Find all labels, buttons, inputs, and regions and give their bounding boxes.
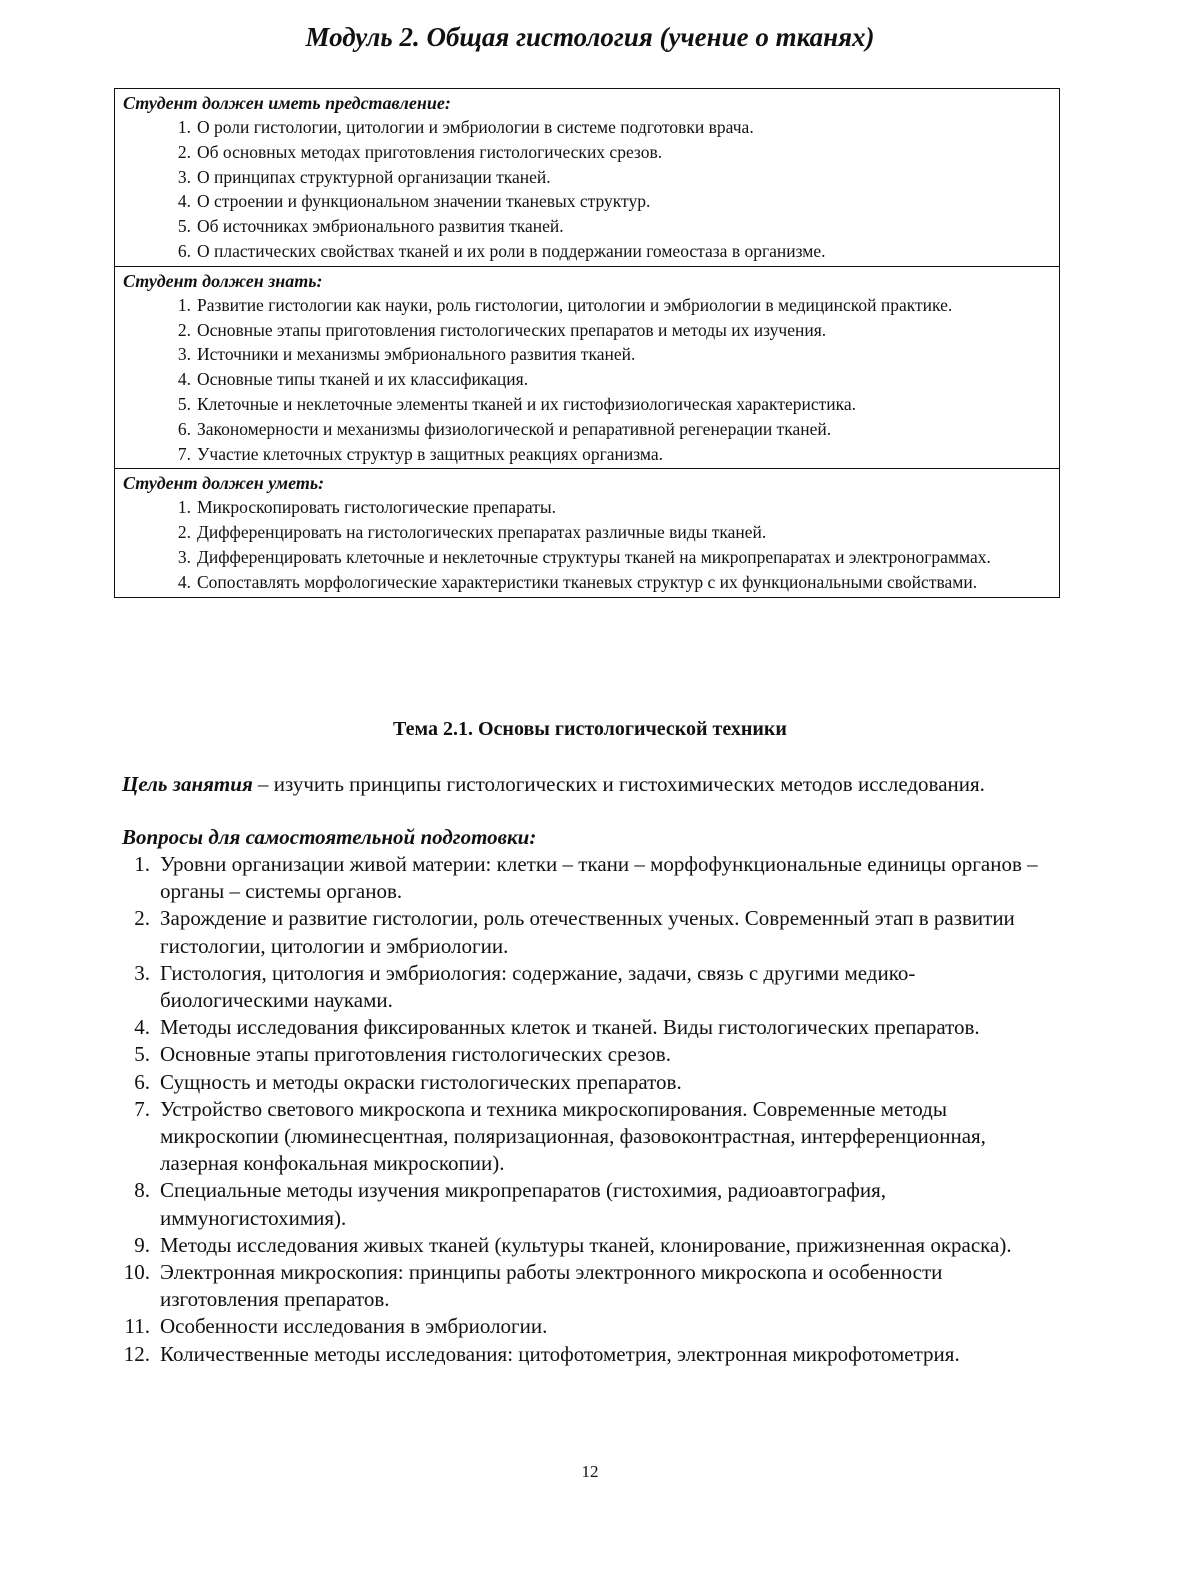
competence-list (115, 293, 1059, 467)
list-item (115, 417, 1059, 442)
item-text: О строении и функциональном значении тканевых структур. (197, 191, 651, 212)
questions-list (122, 851, 1052, 1368)
section-heading: Студент должен уметь: (123, 473, 325, 494)
list-item (122, 851, 1052, 905)
competence-section-know (115, 267, 1059, 470)
item-number: 5. (134, 1042, 150, 1067)
list-item (115, 545, 1059, 570)
list-item (115, 392, 1059, 417)
item-number: 8. (134, 1178, 150, 1203)
competence-section-represent (115, 89, 1059, 267)
item-text: Гистология, цитология и эмбриология: содержание, задачи, связь с другими медико-биологическими науками. (160, 960, 916, 1013)
section-heading: Студент должен иметь представление: (123, 93, 451, 113)
item-number: 4. (177, 571, 191, 592)
list-item (115, 570, 1059, 595)
item-number: 2. (177, 522, 191, 543)
page-number: 12 (581, 1462, 599, 1481)
list-item (122, 1313, 1052, 1340)
questions-heading: Вопросы для самостоятельной подготовки: (122, 825, 537, 849)
item-number: 1. (134, 852, 150, 876)
item-text: Об основных методах приготовления гистологических срезов. (197, 141, 663, 162)
list-item (115, 318, 1059, 343)
item-text: Об источниках эмбрионального развития тканей. (197, 216, 564, 237)
item-number: 10. (123, 1260, 150, 1285)
item-number: 1. (177, 117, 191, 137)
item-number: 1. (177, 294, 191, 315)
list-item (115, 115, 1059, 140)
item-text: Методы исследования живых тканей (культуры тканей, клонирование, прижизненная окраска). (160, 1232, 1012, 1257)
item-text: Электронная микроскопия: принципы работы электронного микроскопа и особенности изготовления препаратов. (160, 1260, 943, 1312)
section-heading: Студент должен знать: (123, 270, 323, 291)
item-text: Основные этапы приготовления гистологических срезов. (160, 1042, 671, 1067)
item-number: 4. (177, 369, 191, 390)
item-number: 5. (177, 216, 191, 237)
item-number: 2. (177, 319, 191, 340)
item-text: Сущность и методы окраски гистологических препаратов. (160, 1069, 682, 1094)
list-item (122, 1014, 1052, 1041)
competence-table (114, 88, 1060, 598)
list-item (122, 1041, 1052, 1068)
topic-title: Тема 2.1. Основы гистологической техники (393, 718, 787, 740)
item-text: Особенности исследования в эмбриологии. (160, 1314, 548, 1339)
competence-section-able (115, 469, 1059, 596)
item-number: 3. (177, 166, 191, 187)
item-text: О принципах структурной организации тканей. (197, 166, 551, 187)
item-number: 3. (177, 546, 191, 567)
item-number: 3. (177, 344, 191, 365)
goal-text: – изучить принципы гистологических и гистохимических методов исследования. (252, 772, 985, 796)
list-item (115, 367, 1059, 392)
item-number: 3. (134, 960, 150, 985)
item-number: 12. (123, 1341, 150, 1366)
item-number: 6. (134, 1069, 150, 1094)
goal-label: Цель занятия (122, 772, 253, 796)
list-item (115, 520, 1059, 545)
item-text: Методы исследования фиксированных клеток и тканей. Виды гистологических препаратов. (160, 1015, 980, 1040)
item-text: Источники и механизмы эмбрионального развития тканей. (197, 344, 636, 365)
list-item (122, 1341, 1052, 1368)
item-text: Основные типы тканей и их классификация. (197, 369, 529, 390)
list-item (122, 1232, 1052, 1259)
item-number: 6. (177, 240, 191, 261)
item-text: Участие клеточных структур в защитных реакциях организма. (197, 443, 664, 464)
list-item (122, 1259, 1052, 1313)
item-text: Клеточные и неклеточные элементы тканей и их гистофизиологическая характеристика. (197, 393, 857, 414)
item-number: 4. (177, 191, 191, 212)
item-text: Микроскопировать гистологические препараты. (197, 497, 556, 518)
item-number: 6. (177, 418, 191, 439)
list-item (115, 495, 1059, 520)
list-item (122, 905, 1052, 959)
item-number: 9. (134, 1232, 150, 1257)
list-item (115, 214, 1059, 239)
list-item (115, 293, 1059, 318)
item-text: Зарождение и развитие гистологии, роль отечественных ученых. Современный этап в развитии гистологии, цитологии и эмбриологии. (160, 906, 1015, 958)
list-item (122, 1177, 1052, 1231)
item-number: 2. (177, 141, 191, 162)
competence-list (115, 115, 1059, 264)
item-number: 4. (134, 1015, 150, 1040)
list-item (115, 442, 1059, 467)
list-item (122, 960, 1052, 1014)
module-title: Модуль 2. Общая гистология (учение о тканях) (305, 22, 875, 52)
item-text: Сопоставлять морфологические характеристики тканевых структур с их функциональными свойствами. (197, 571, 978, 592)
item-text: Уровни организации живой материи: клетки – ткани – морфофункциональные единицы органов – органы – системы органов. (160, 852, 1038, 904)
list-item (122, 1069, 1052, 1096)
item-text: Специальные методы изучения микропрепаратов (гистохимия, радиоавтография, иммуногистохимия). (160, 1178, 887, 1230)
lesson-goal (122, 771, 1046, 797)
item-text: Закономерности и механизмы физиологической и репаративной регенерации тканей. (197, 418, 832, 439)
item-number: 1. (177, 497, 191, 518)
item-text: О пластических свойствах тканей и их роли в поддержании гомеостаза в организме. (197, 240, 826, 261)
competence-list (115, 495, 1059, 594)
item-text: Дифференцировать на гистологических препаратах различные виды тканей. (197, 522, 767, 543)
list-item (115, 189, 1059, 214)
item-number: 2. (134, 906, 150, 931)
item-text: Дифференцировать клеточные и неклеточные структуры тканей на микропрепаратах и электронограммах. (197, 546, 991, 567)
item-number: 7. (134, 1096, 150, 1121)
list-item (115, 239, 1059, 264)
item-number: 11. (124, 1314, 150, 1339)
list-item (115, 165, 1059, 190)
item-number: 7. (177, 443, 191, 464)
item-text: Развитие гистологии как науки, роль гистологии, цитологии и эмбриологии в медицинской практике. (197, 294, 953, 315)
item-text: Устройство светового микроскопа и техника микроскопирования. Современные методы микроскопии (люминесцентная, поляризационная, фазовоконтрастная, интерференционная, лазерная конфокальная микроскопии). (160, 1096, 986, 1176)
item-text: О роли гистологии, цитологии и эмбриологии в системе подготовки врача. (197, 117, 754, 137)
list-item (115, 342, 1059, 367)
list-item (122, 1096, 1052, 1178)
item-number: 5. (177, 393, 191, 414)
item-text: Основные этапы приготовления гистологических препаратов и методы их изучения. (197, 319, 827, 340)
item-text: Количественные методы исследования: цитофотометрия, электронная микрофотометрия. (160, 1341, 960, 1366)
list-item (115, 140, 1059, 165)
